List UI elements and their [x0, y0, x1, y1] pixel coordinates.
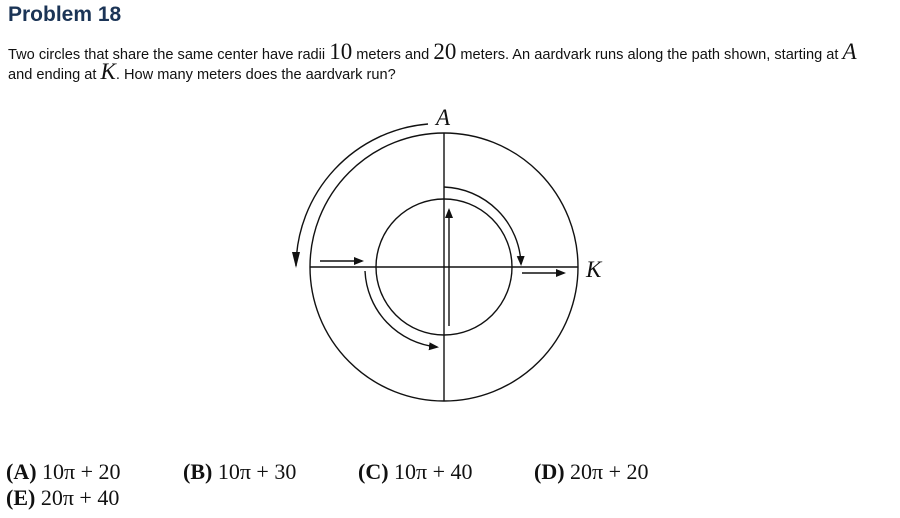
choice-letter: (E): [6, 485, 36, 510]
choice-e: [6, 485, 119, 511]
inner-arc-arrow-lower-left: [365, 271, 437, 347]
choice-c: [358, 459, 473, 485]
choice-letter: (C): [358, 459, 389, 484]
statement-text: Two circles that share the same center have radii: [8, 47, 330, 63]
concentric-circles-figure: [280, 100, 620, 410]
answer-choices-row: [6, 459, 649, 485]
outer-arc-arrow: [296, 124, 428, 266]
problem-statement: [8, 39, 898, 85]
start-point-symbol: A: [842, 39, 857, 64]
large-radius-value: 20: [433, 39, 457, 64]
choice-value: 20π + 20: [570, 459, 649, 484]
choice-b: [183, 459, 296, 485]
statement-text: . How many meters does the aardvark run?: [115, 67, 396, 83]
statement-text: meters and: [352, 47, 434, 63]
choice-d: [534, 459, 649, 485]
choice-letter: (A): [6, 459, 37, 484]
point-k-label: K: [586, 257, 602, 282]
point-a-label: A: [436, 105, 451, 130]
choice-letter: (D): [534, 459, 565, 484]
statement-text: and ending at: [8, 67, 101, 83]
outer-arc-arrowhead: [292, 252, 300, 268]
small-radius-value: 10: [329, 39, 353, 64]
problem-title: Problem 18: [8, 3, 122, 26]
inner-arc-arrow-upper-right: [444, 187, 521, 264]
choice-value: 20π + 40: [40, 485, 120, 510]
end-point-symbol: K: [100, 59, 116, 84]
choice-value: 10π + 30: [217, 459, 297, 484]
choice-value: 10π + 20: [42, 459, 121, 484]
answer-choices-row: [6, 485, 119, 511]
choice-letter: (B): [183, 459, 213, 484]
statement-text: meters. An aardvark runs along the path shown, starting at: [456, 47, 843, 63]
choice-a: [6, 459, 121, 485]
choice-value: 10π + 40: [394, 459, 473, 484]
